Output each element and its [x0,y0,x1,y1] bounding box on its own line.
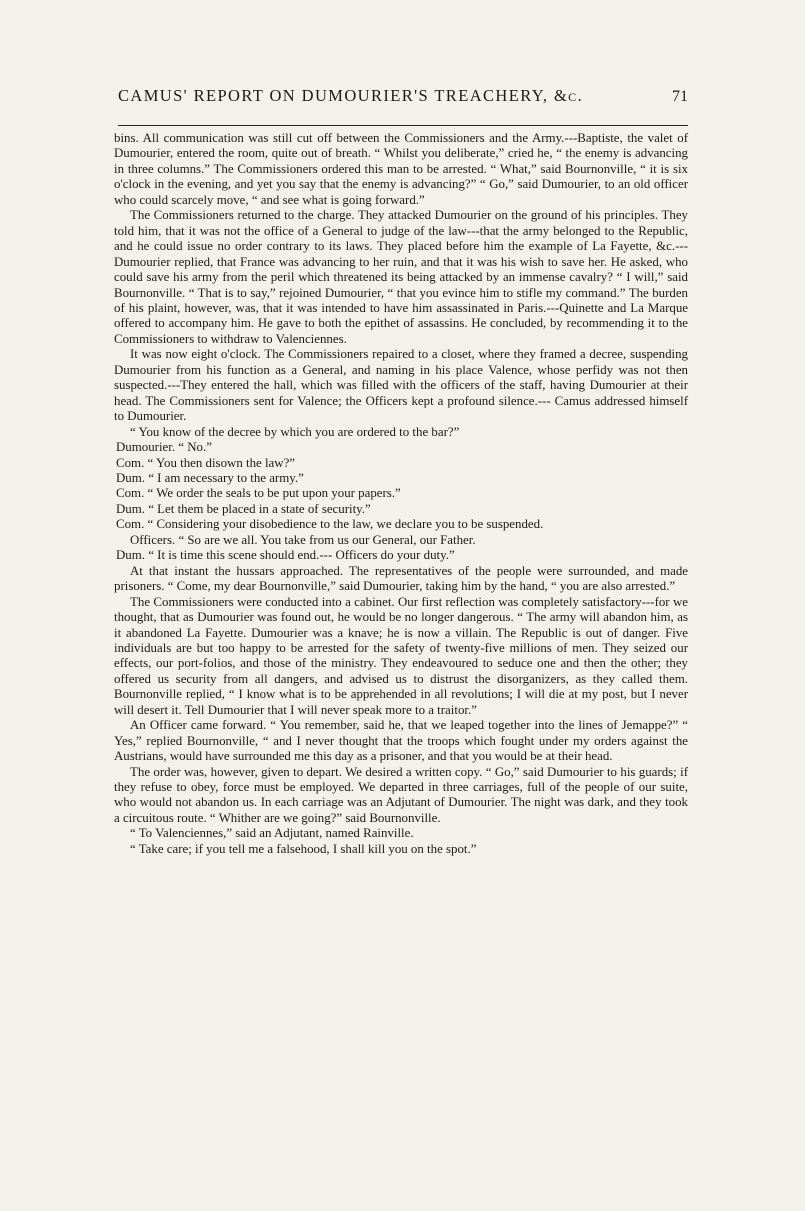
page-number: 71 [672,88,688,105]
dialogue-line: Dum. “ It is time this scene should end.--- Officers do your duty.” [116,548,455,563]
paragraph-officer: An Officer came forward. “ You remember, said he, that we leaped together into the lines of Jemappe?” “ Yes,” replied Bournonville, “ and I never thought that the troops which fought under my orders against the Austrians, would have surrounded me this day as a prisoner, and that you would be at their head. [114,718,688,764]
body-text [114,131,688,857]
dialogue-line: Dum. “ Let them be placed in a state of security.” [116,501,371,516]
dialogue-line: Dumourier. “ No.” [116,440,212,455]
paragraph-cabinet: The Commissioners were conducted into a cabinet. Our first reflection was completely satisfactory---for we thought, that as Dumourier was found out, he would be no longer dangerous. “ The army will abandon him, as it abandoned La Fayette. Dumourier was a knave; he is now a villain. The Republic is out of danger. Five individuals are but too happy to be arrested for the safety of twenty-five millions of men. They seized our effects, our port-folios, and those of the ministry. They endeavoured to seduce one and then the other; they offered us security from all dangers, and advised us to distrust the disorganizers, as they called them. Bournonville replied, “ I know what is to be apprehended in all revolutions; I will die at my post, but I never will desert it. Tell Dumourier that I will never speak more to a traitor.” [114,594,688,717]
paragraph-2: The Commissioners returned to the charge. They attacked Dumourier on the ground of his principles. They told him, that it was not the office of a General to judge of the law---that the army belonged to the Republic, and he could issue no order contrary to its laws. They placed before him the example of La Fayette, &c.---Dumourier replied, that France was advancing to her ruin, and that it was his wish to save her. He asked, who could save his army from the peril which threatened its being attacked by an immense cavalry? “ I will,” said Bournonville. “ That is to say,” rejoined Dumourier, “ that you evince him to stifle my command.” The burden of his plaint, however, was, that it was intended to have him assassinated in Paris.---Quinette and La Marque offered to accompany him. He gave to both the epithet of assassins. He concluded, by recommending it to the Commissioners to withdraw to Valenciennes. [114,208,688,346]
paragraph-3: It was now eight o'clock. The Commissioners repaired to a closet, where they framed a decree, suspending Dumourier from his function as a General, and naming in his place Valence, whose perfidy was not then suspected.---They entered the hall, which was filled with the officers of the staff, having Dumourier at their head. The Commissioners sent for Valence; the Officers kept a profound silence.--- Camus addressed himself to Dumourier. [114,347,688,424]
dialogue-line: “ You know of the decree by which you are ordered to the bar?” [130,424,460,439]
dialogue-line: Com. “ Considering your disobedience to the law, we declare you to be suspended. [116,517,544,532]
dialogue-line: Com. “ You then disown the law?” [116,455,296,470]
dialogue-line: Dum. “ I am necessary to the army.” [116,470,304,485]
running-head: CAMUS' REPORT ON DUMOURIER'S TREACHERY, &c. [118,86,584,105]
paragraph-arrest: At that instant the hussars approached. The representatives of the people were surrounded, and made prisoners. “ Come, my dear Bournonville,” said Dumourier, taking him by the hand, “ you are also arrested.” [114,563,688,594]
header-rule [118,125,688,126]
dialogue-line: “ Take care; if you tell me a falsehood, I shall kill you on the spot.” [130,841,477,856]
dialogue-line: “ To Valenciennes,” said an Adjutant, named Rainville. [130,826,414,841]
dialogue-line: Officers. “ So are we all. You take from us our General, our Father. [130,532,476,547]
paragraph-departure: The order was, however, given to depart. We desired a written copy. “ Go,” said Dumourier to his guards; if they refuse to obey, force must be employed. We departed in three carriages, full of the people of our suite, who would not abandon us. In each carriage was an Adjutant of Dumourier. The night was dark, and they took a circuitous route. “ Whither are we going?” said Bournonville. [114,764,688,825]
page-header [118,86,688,106]
paragraph-1: bins. All communication was still cut off between the Commissioners and the Army.---Baptiste, the valet of Dumourier, entered the room, quite out of breath. “ Whilst you deliberate,” cried he, “ the enemy is advancing in three columns.” The Commissioners ordered this man to be arrested. “ What,” said Bournonville, “ it is six o'clock in the evening, and yet you say that the enemy is advancing?” “ Go,” said Dumourier, to an old officer who could scarcely move, “ and see what is going forward.” [114,131,688,207]
dialogue-line: Com. “ We order the seals to be put upon your papers.” [116,486,401,501]
